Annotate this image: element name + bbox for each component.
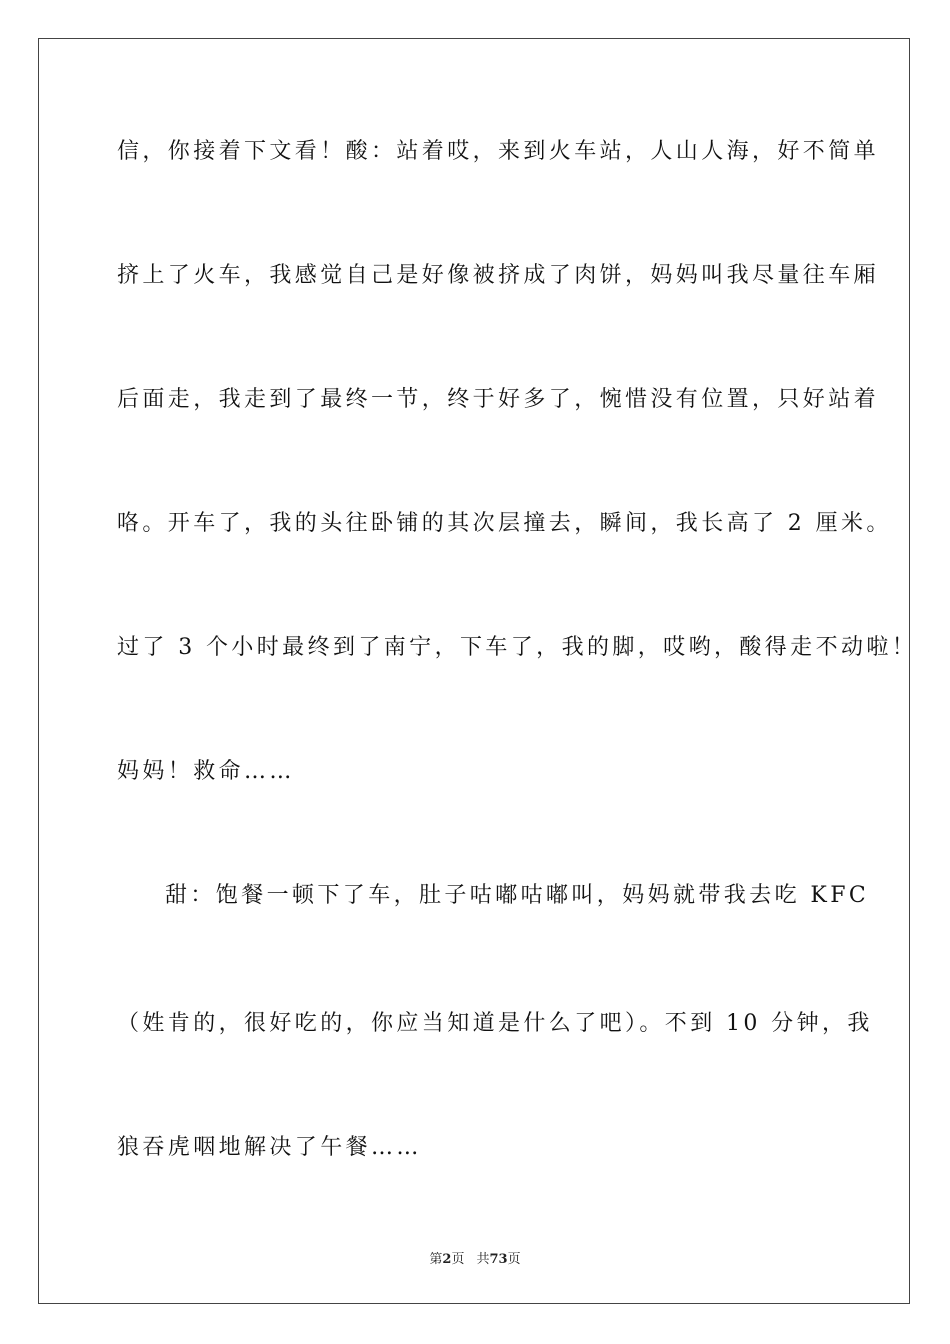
text-line-1: 信，你接着下文看！酸：站着哎，来到火车站，人山人海，好不简单	[117, 139, 880, 164]
total-suffix: 页	[507, 1252, 521, 1267]
total-pages: 73	[489, 1252, 508, 1267]
text-line-3: 后面走，我走到了最终一节，终于好多了，惋惜没有位置，只好站着	[117, 387, 880, 412]
text-line-6: 妈妈！救命……	[117, 759, 295, 784]
text-line-2: 挤上了火车，我感觉自己是好像被挤成了肉饼，妈妈叫我尽量往车厢	[117, 263, 880, 288]
text-line-5: 过了 3 个小时最终到了南宁，下车了，我的脚，哎哟，酸得走不动啦！	[117, 635, 918, 660]
page-number: 2	[442, 1252, 452, 1267]
text-line-7: 甜：饱餐一顿下了车，肚子咕嘟咕嘟叫，妈妈就带我去吃 KFC	[165, 883, 870, 908]
text-line-8: （姓肯的，很好吃的，你应当知道是什么了吧）。不到 10 分钟，我	[117, 1011, 873, 1036]
total-prefix: 共	[476, 1252, 490, 1267]
page-suffix: 页	[451, 1252, 465, 1267]
page-border	[38, 38, 910, 1304]
page-footer	[0, 1248, 950, 1267]
text-line-4: 咯。开车了，我的头往卧铺的其次层撞去，瞬间，我长高了 2 厘米。	[117, 511, 892, 536]
text-line-9: 狼吞虎咽地解决了午餐……	[117, 1135, 422, 1160]
page-prefix: 第	[429, 1252, 443, 1267]
